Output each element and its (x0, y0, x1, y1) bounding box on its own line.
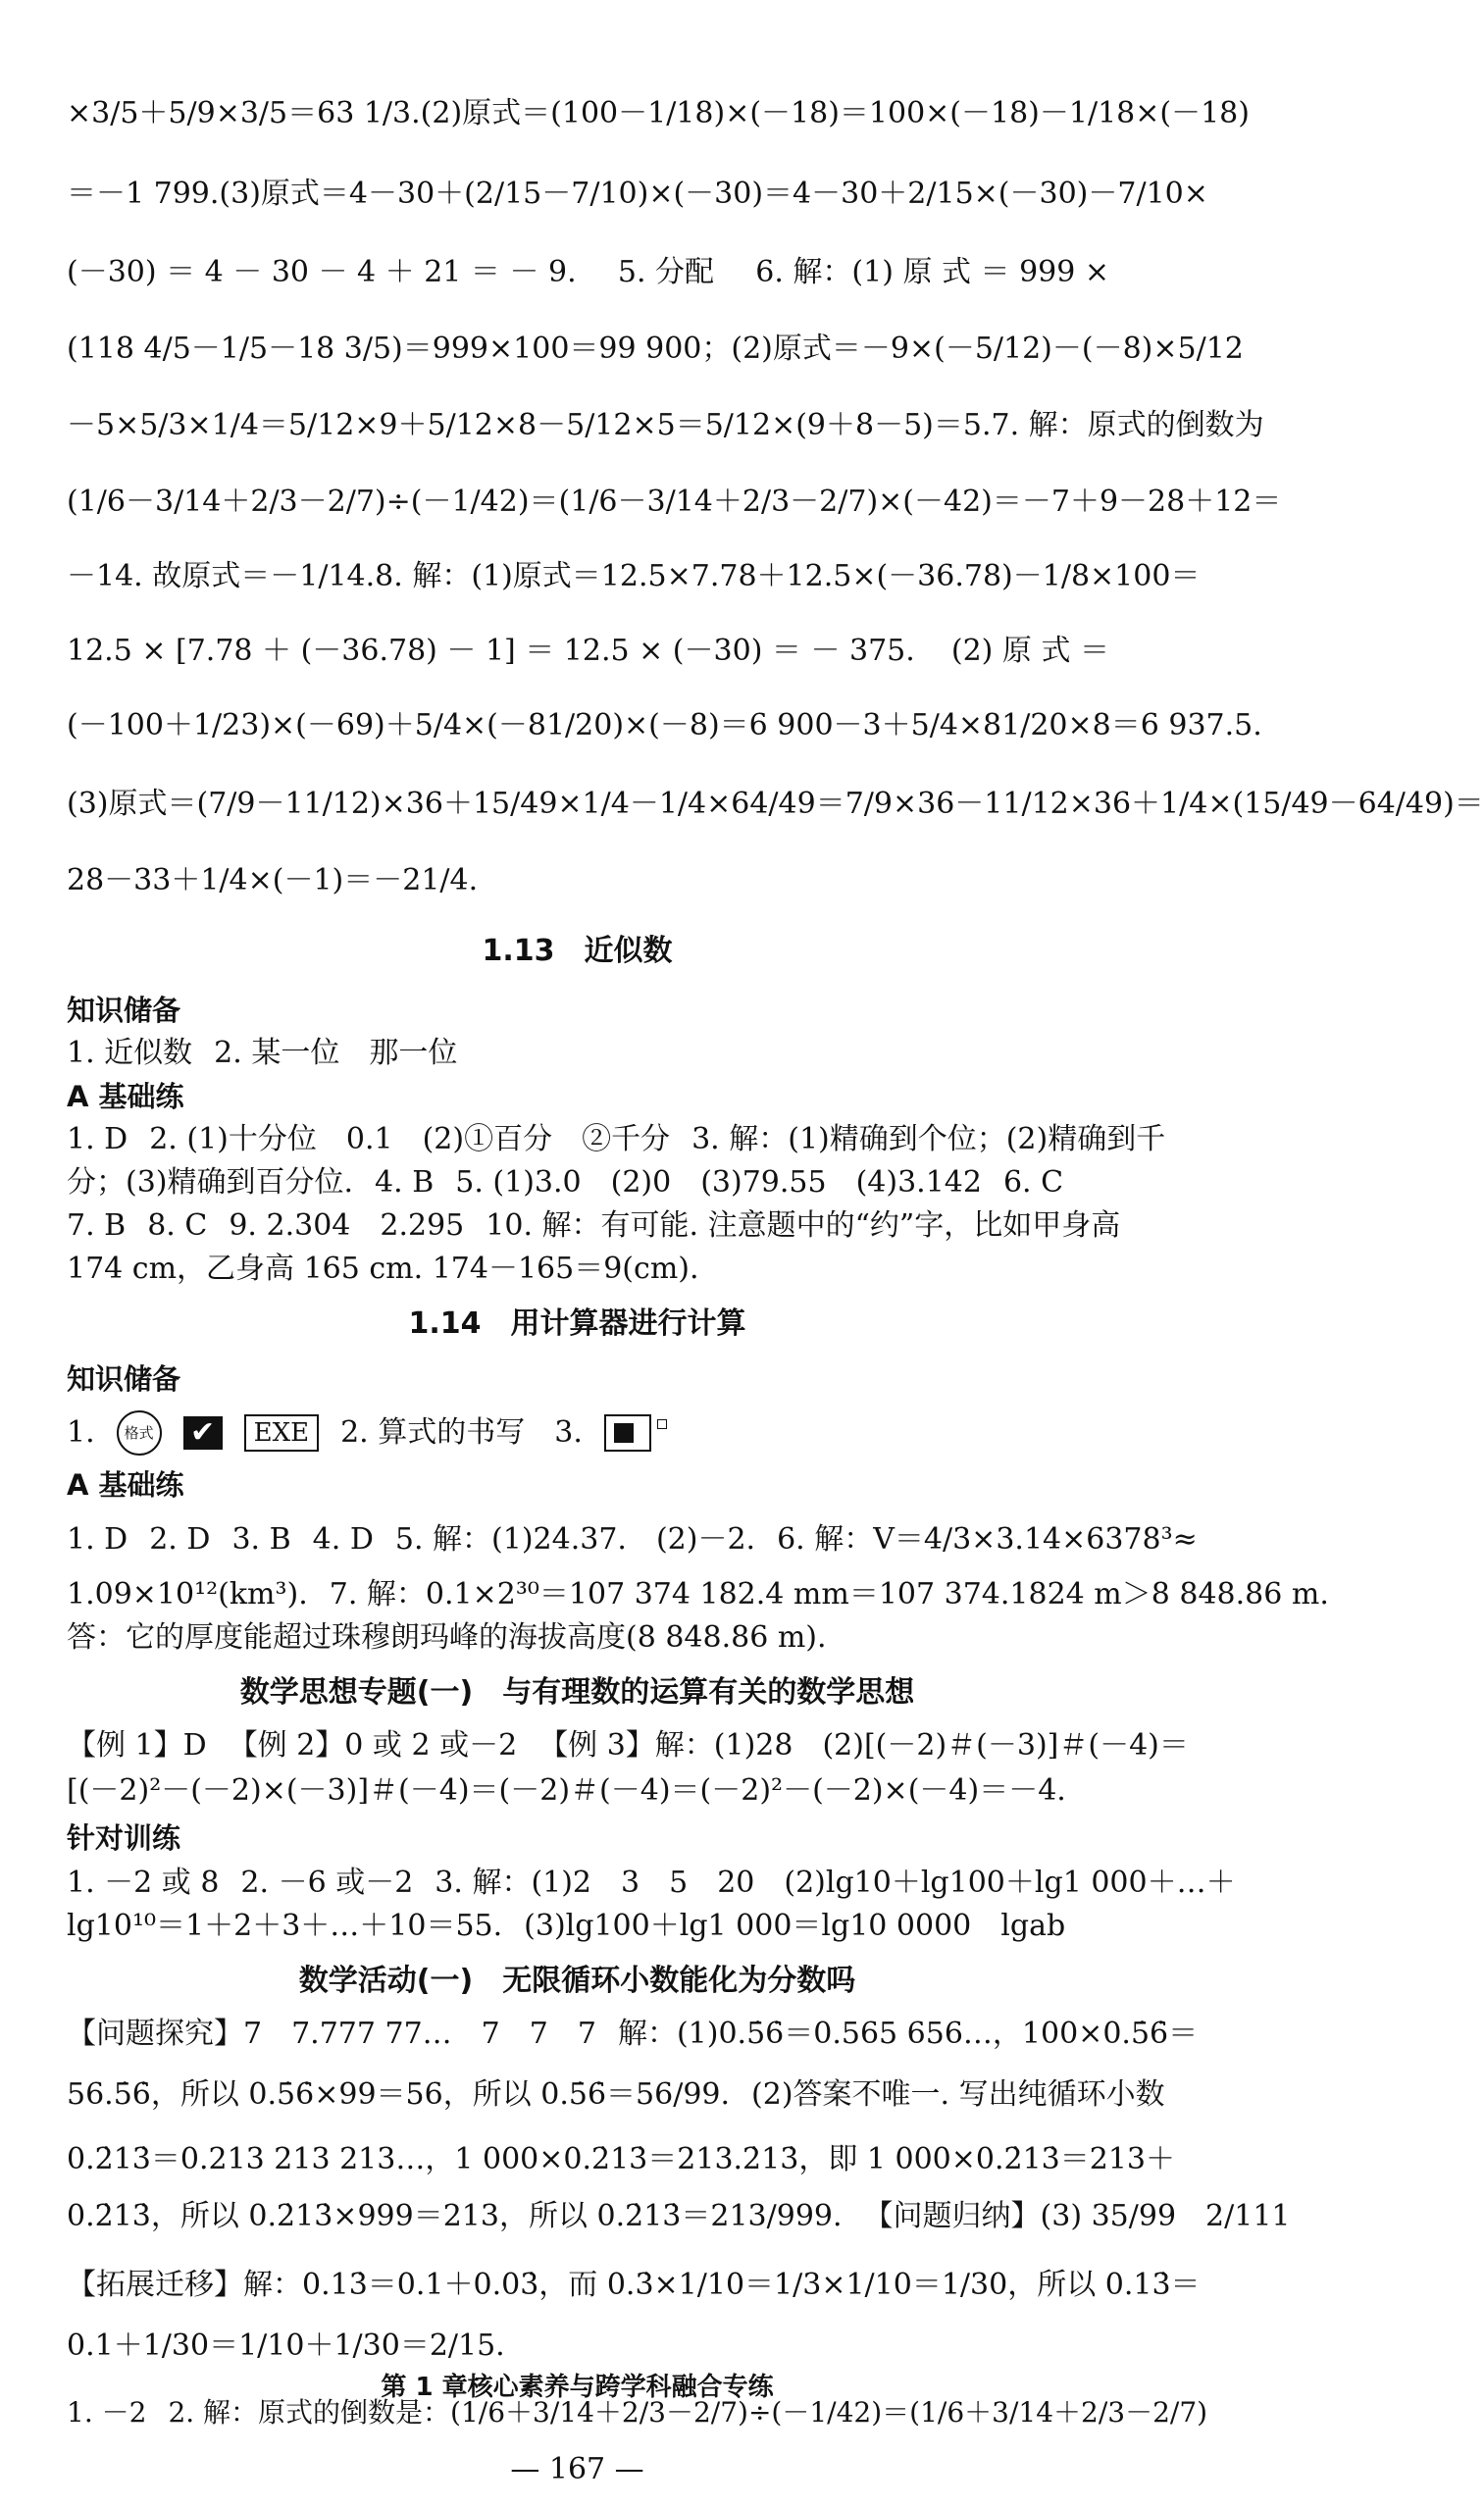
text-line: ＝－1 799. (3)原式＝4－30＋(2/15－7/10)×(－30)＝4－30＋2/15×(－30)－7/10× (67, 177, 1208, 211)
subheading: 知识储备 (67, 1362, 181, 1396)
text-line: 【问题探究】7 7.777 77… 7 7 7 解：(1)0.5̇6̇＝0.565 656…，100×0.5̇6̇＝ (67, 2017, 1199, 2051)
text-line: (1/6－3/14＋2/3－2/7)÷(－1/42)＝(1/6－3/14＋2/3－2/7)×(－42)＝－7＋9－28＋12＝ (67, 485, 1282, 519)
text-line: 1. －2 2. 解：原式的倒数是：(1/6＋3/14＋2/3－2/7)÷(－1/42)＝(1/6＋3/14＋2/3－2/7) (67, 2396, 1208, 2429)
text-line: 1.09×10¹²(km³). 7. 解：0.1×2³⁰＝107 374 182.4 mm＝107 374.1824 m＞8 848.86 m. (67, 1577, 1329, 1612)
text-line: 【例 1】D 【例 2】0 或 2 或－2 【例 3】解：(1)28 (2)[(－2)＃(－3)]＃(－4)＝ (67, 1728, 1189, 1763)
text-line: 0.2̇13̇＝0.213 213 213…，1 000×0.2̇13̇＝213.2̇13̇，即 1 000×0.2̇13̇＝213＋ (67, 2142, 1176, 2176)
text-line: 1. D 2. D 3. B 4. D 5. 解：(1)24.37. (2)－2. 6. 解：V＝4/3×3.14×6378³≈ (67, 1522, 1198, 1557)
calculator-keys-line: 1. 格式 ✔ EXE 2. 算式的书写 3. (67, 1410, 1109, 1456)
section-title-chapter-1: 第 1 章核心素养与跨学科融合专练 (381, 2373, 774, 2402)
section-title-activity: 数学活动(一) 无限循环小数能化为分数吗 (298, 1964, 856, 1998)
text-line: 174 cm，乙身高 165 cm. 174－165＝9(cm). (67, 1252, 699, 1286)
format-key-icon: 格式 (117, 1410, 162, 1456)
text-line: (118 4/5－1/5－18 3/5)＝999×100＝99 900； (2)原式＝－9×(－5/12)－(－8)×5/12 (67, 332, 1244, 366)
text-line: ×3/5＋5/9×3/5＝63 1/3. (2)原式＝(100－1/18)×(－18)＝100×(－18)－1/18×(－18) (67, 96, 1250, 130)
text-line: lg10¹⁰＝1＋2＋3＋…＋10＝55. (3)lg100＋lg1 000＝lg10 0000 lgab (67, 1909, 1066, 1943)
text-line: 7. B 8. C 9. 2.304 2.295 10. 解：有可能. 注意题中的“约”字，比如甲身高 (67, 1208, 1121, 1243)
text-line: －14. 故原式＝－1/14. 8. 解：(1)原式＝12.5×7.78＋12.5×(－36.78)－1/8×100＝ (67, 559, 1201, 593)
text-line: －5×5/3×1/4＝5/12×9＋5/12×8－5/12×5＝5/12×(9＋8－5)＝5. 7. 解：原式的倒数为 (67, 408, 1264, 442)
text-line: 28－33＋1/4×(－1)＝－21/4. (67, 863, 479, 897)
text-line: 1. －2 或 8 2. －6 或－2 3. 解：(1)2 3 5 20 (2)lg10＋lg100＋lg1 000＋…＋ (67, 1866, 1236, 1900)
section-title-1-13: 1.13 近似数 (482, 934, 673, 968)
text-line: 【拓展迁移】解：0.13̇＝0.1＋0.03̇，而 0.3̇×1/10＝1/3×1/10＝1/30，所以 0.13̇＝ (67, 2268, 1201, 2302)
text-line: 0.2̇13̇，所以 0.2̇13̇×999＝213，所以 0.2̇13̇＝213/999. 【问题归纳】(3) 35/99 2/111 (67, 2199, 1291, 2233)
text-line: 1. D 2. (1)十分位 0.1 (2)①百分 ②千分 3. 解：(1)精确到个位；(2)精确到千 (67, 1122, 1166, 1156)
text-line: [(－2)²－(－2)×(－3)]＃(－4)＝(－2)＃(－4)＝(－2)²－(－2)×(－4)＝－4. (67, 1773, 1066, 1808)
subheading: A 基础练 (67, 1468, 184, 1502)
text-line: (－30) ＝ 4 － 30 － 4 ＋ 21 ＝ － 9. 5. 分配 6. 解：(1) 原 式 ＝ 999 × (67, 255, 1109, 289)
text-line: 答：它的厚度能超过珠穆朗玛峰的海拔高度(8 848.86 m). (67, 1620, 827, 1655)
page-number: — 167 — (510, 2452, 644, 2486)
subheading: 针对训练 (67, 1821, 181, 1855)
text-line: 1. 近似数 2. 某一位 那一位 (67, 1036, 458, 1070)
exe-key-icon: EXE (244, 1414, 319, 1452)
text-line: 0.1＋1/30＝1/10＋1/30＝2/15. (67, 2328, 505, 2363)
section-title-thinking: 数学思想专题(一) 与有理数的运算有关的数学思想 (239, 1675, 915, 1710)
fraction-key-icon (604, 1414, 651, 1452)
text-line: 56.5̇6̇，所以 0.5̇6̇×99＝56，所以 0.5̇6̇＝56/99. (2)答案不唯一. 写出纯循环小数 (67, 2077, 1165, 2112)
check-key-icon: ✔ (183, 1416, 223, 1450)
text-line: (－100＋1/23)×(－69)＋5/4×(－81/20)×(－8)＝6 900－3＋5/4×81/20×8＝6 937.5. (67, 708, 1262, 742)
subheading: A 基础练 (67, 1080, 184, 1113)
text-line: 12.5 × [7.78 ＋ (－36.78) － 1] ＝ 12.5 × (－30) ＝ － 375. (2) 原 式 ＝ (67, 634, 1109, 668)
text-line: 分；(3)精确到百分位. 4. B 5. (1)3.0 (2)0 (3)79.55 (4)3.142 6. C (67, 1165, 1064, 1200)
subheading: 知识储备 (67, 994, 181, 1027)
section-title-1-14: 1.14 用计算器进行计算 (408, 1306, 746, 1341)
text-line: (3)原式＝(7/9－11/12)×36＋15/49×1/4－1/4×64/49＝7/9×36－11/12×36＋1/4×(15/49－64/49)＝ (67, 787, 1484, 821)
